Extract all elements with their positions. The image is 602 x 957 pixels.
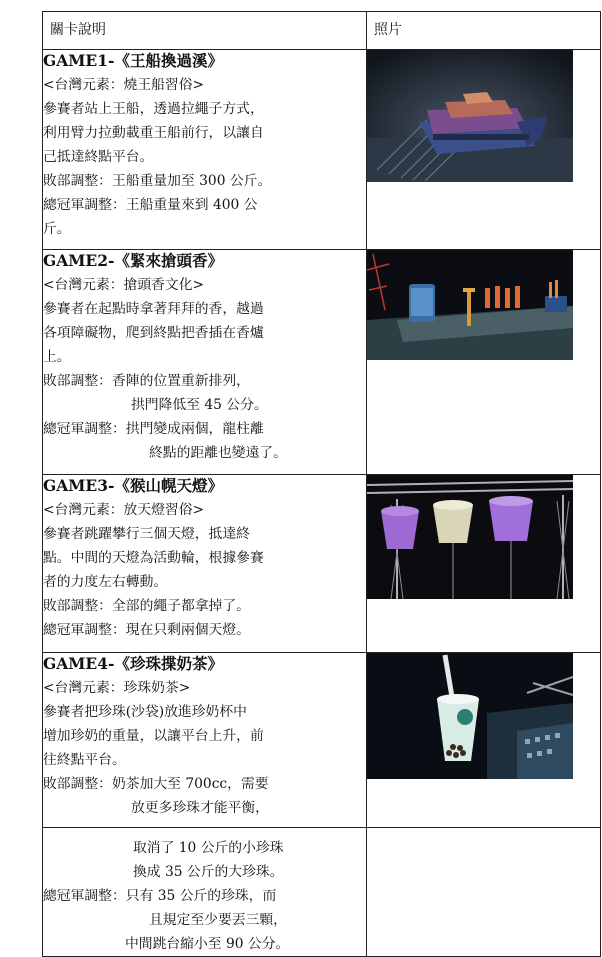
game2-line: 參賽者在起點時拿著拜拜的香，越過 xyxy=(43,301,264,317)
game3-line: 總冠軍調整：現在只剩兩個天燈。 xyxy=(43,622,250,638)
game2-line: 各項障礙物，爬到終點把香插在香爐 xyxy=(43,325,264,341)
game1-line: 利用臂力拉動載重王船前行，以讓自 xyxy=(43,125,264,141)
game3-line: 敗部調整：全部的繩子都拿掉了。 xyxy=(43,598,250,614)
game1-photo-cell xyxy=(367,50,601,250)
game2-line: 終點的距離也變遠了。 xyxy=(149,445,287,461)
game2-photo-cell xyxy=(367,250,601,475)
game3-line: 點。中間的天燈為活動輪，根據參賽 xyxy=(43,550,264,566)
game4-line: 敗部調整：奶茶加大至 700cc，需要 xyxy=(43,776,269,792)
game-table xyxy=(42,11,601,957)
game1-line: 己抵達終點平台。 xyxy=(43,149,154,165)
game3-row xyxy=(43,475,601,653)
header-desc: 關卡說明 xyxy=(43,12,367,50)
game2-line: 總冠軍調整：拱門變成兩個，龍柱離 xyxy=(43,421,264,437)
game4-continuation xyxy=(43,828,367,957)
continuation-line: 換成 35 公斤的大珍珠。 xyxy=(133,864,284,880)
game2-line: <台灣元素：搶頭香文化> xyxy=(43,277,205,293)
game1-title: GAME1-《王船換過溪》 xyxy=(43,51,223,70)
game1-row xyxy=(43,50,601,250)
game3-line: 參賽者跳躍攀行三個天燈，抵達終 xyxy=(43,526,250,542)
continuation-photo-cell xyxy=(367,828,601,957)
game1-line: 斤。 xyxy=(43,221,71,237)
game3-line: <台灣元素：放天燈習俗> xyxy=(43,502,205,518)
game2-desc xyxy=(43,250,367,475)
bubble-tea-photo xyxy=(367,653,573,779)
king-boat-photo xyxy=(367,50,573,182)
game4-line: 增加珍奶的重量，以讓平台上升，前 xyxy=(43,728,264,744)
game3-title: GAME3-《猴山幌天燈》 xyxy=(43,476,223,495)
game1-line: 總冠軍調整：王船重量來到 400 公 xyxy=(43,197,258,213)
game4-line: 往終點平台。 xyxy=(43,752,126,768)
game1-line: <台灣元素：燒王船習俗> xyxy=(43,77,205,93)
header-row xyxy=(43,12,601,50)
game2-row xyxy=(43,250,601,475)
game1-line: 敗部調整：王船重量加至 300 公斤。 xyxy=(43,173,272,189)
game4-row xyxy=(43,653,601,828)
header-photo: 照片 xyxy=(367,12,601,50)
game4-line: 參賽者把珍珠(沙袋)放進珍奶杯中 xyxy=(43,704,247,720)
game4-photo-cell xyxy=(367,653,601,828)
continuation-line: 總冠軍調整：只有 35 公斤的珍珠，而 xyxy=(43,888,277,904)
game2-line: 拱門降低至 45 公分。 xyxy=(131,397,268,413)
game4-continuation-row xyxy=(43,828,601,957)
game4-desc xyxy=(43,653,367,828)
game3-desc xyxy=(43,475,367,653)
game1-desc xyxy=(43,50,367,250)
continuation-line: 取消了 10 公斤的小珍珠 xyxy=(133,840,284,856)
game3-line: 者的力度左右轉動。 xyxy=(43,574,168,590)
game2-title: GAME2-《緊來搶頭香》 xyxy=(43,251,223,270)
game2-line: 上。 xyxy=(43,349,71,365)
continuation-line: 且規定至少要丟三顆， xyxy=(149,912,287,928)
game4-title: GAME4-《珍珠揲奶茶》 xyxy=(43,654,223,673)
incense-course-photo xyxy=(367,250,573,360)
continuation-line: 中間跳台縮小至 90 公分。 xyxy=(125,936,290,952)
game2-line: 敗部調整：香陣的位置重新排列， xyxy=(43,373,250,389)
game4-line: 放更多珍珠才能平衡， xyxy=(131,800,269,816)
game1-line: 參賽者站上王船，透過拉繩子方式， xyxy=(43,101,264,117)
sky-lantern-photo xyxy=(367,475,573,599)
game3-photo-cell xyxy=(367,475,601,653)
game4-line: <台灣元素：珍珠奶茶> xyxy=(43,680,191,696)
